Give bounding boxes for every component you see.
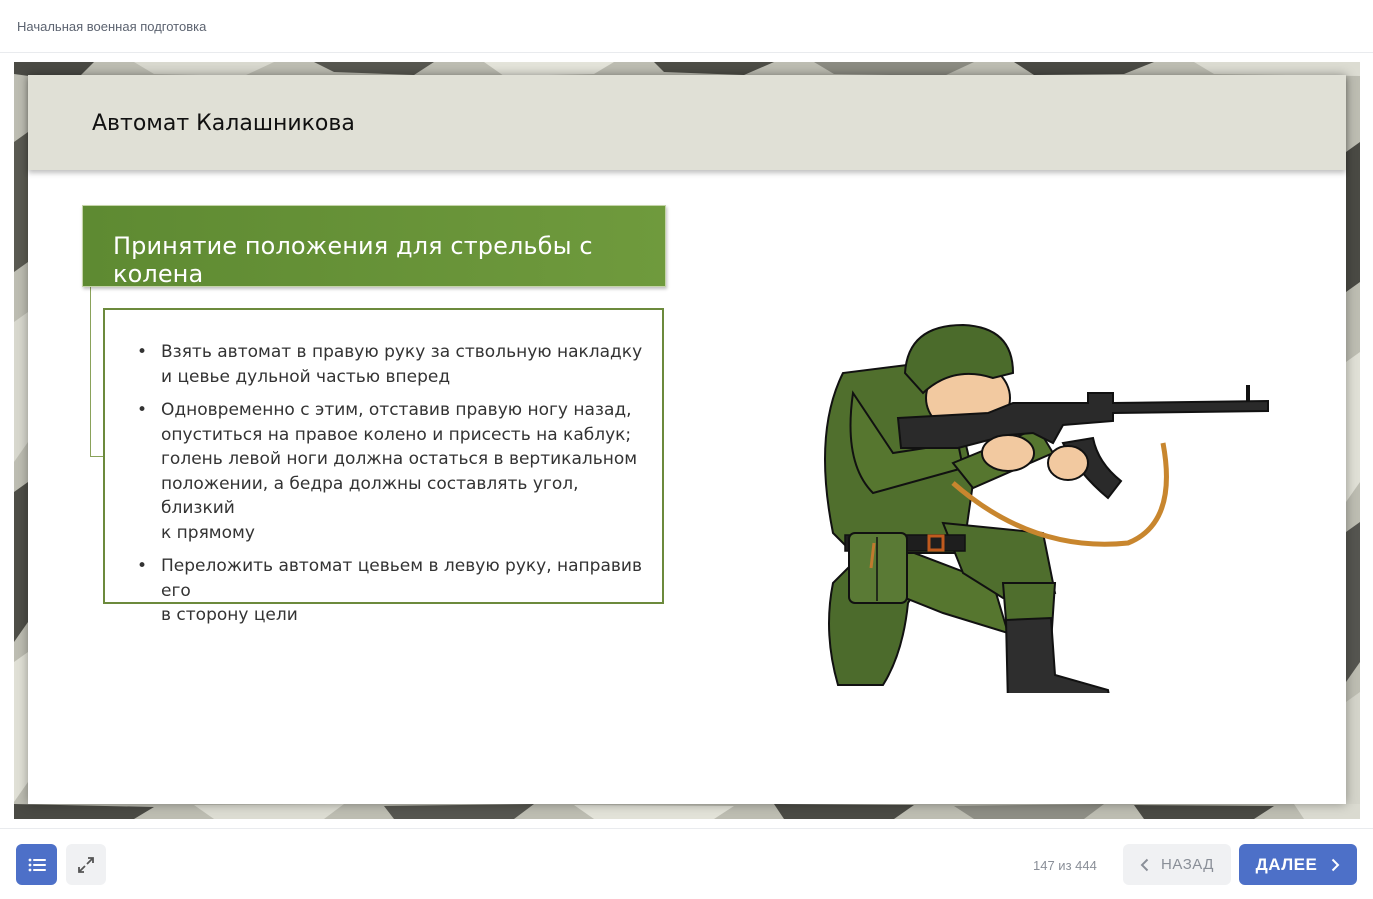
topic-banner [82, 205, 666, 287]
bullet-icon: • [137, 342, 148, 362]
fullscreen-button[interactable] [66, 844, 106, 885]
list-item-line: в сторону цели [161, 605, 298, 625]
instructions-list [135, 340, 645, 637]
list-item-line: и цевье дульной частью вперед [161, 366, 451, 387]
bullet-icon: • [137, 556, 148, 576]
slide-title: Автомат Калашникова [92, 111, 355, 136]
list-icon [28, 858, 46, 872]
list-item [135, 398, 645, 545]
instructions-box [103, 308, 664, 625]
topic-banner-text: Принятие положения для стрельбы с колена [113, 232, 593, 288]
course-title: Начальная военная подготовка [17, 19, 207, 34]
list-item-line: опуститься на правое колено и присесть на каблук; [161, 424, 632, 445]
slide-header [28, 75, 1346, 170]
list-item-line: Переложить автомат цевьем в левую руку, направив его [161, 556, 642, 601]
next-button-label: ДАЛЕЕ [1255, 854, 1318, 874]
back-button-label: НАЗАД [1161, 856, 1214, 873]
list-item [135, 340, 645, 389]
connector-line [90, 287, 104, 457]
bullet-icon: • [137, 400, 148, 420]
list-item-line: положении, а бедра должны составлять угол, близкий [161, 473, 579, 518]
slide [28, 75, 1346, 804]
table-of-contents-button[interactable] [16, 844, 57, 885]
page-counter: 147 из 444 [1033, 858, 1097, 873]
list-item-line: Одновременно с этим, отставив правую ногу назад, [161, 400, 632, 420]
list-item [135, 554, 645, 628]
next-button[interactable] [1239, 844, 1357, 885]
chevron-right-icon [1331, 858, 1340, 872]
back-button[interactable] [1123, 844, 1231, 885]
list-item-line: голень левой ноги должна остаться в вертикальном [161, 449, 638, 469]
top-bar [0, 0, 1373, 53]
kneeling-soldier-illustration [793, 253, 1273, 693]
chevron-left-icon [1140, 858, 1149, 872]
list-item-line: к прямому [161, 522, 255, 543]
expand-icon [77, 856, 95, 874]
bottom-bar [0, 828, 1373, 899]
list-item-line: Взять автомат в правую руку за ствольную накладку [161, 342, 643, 362]
